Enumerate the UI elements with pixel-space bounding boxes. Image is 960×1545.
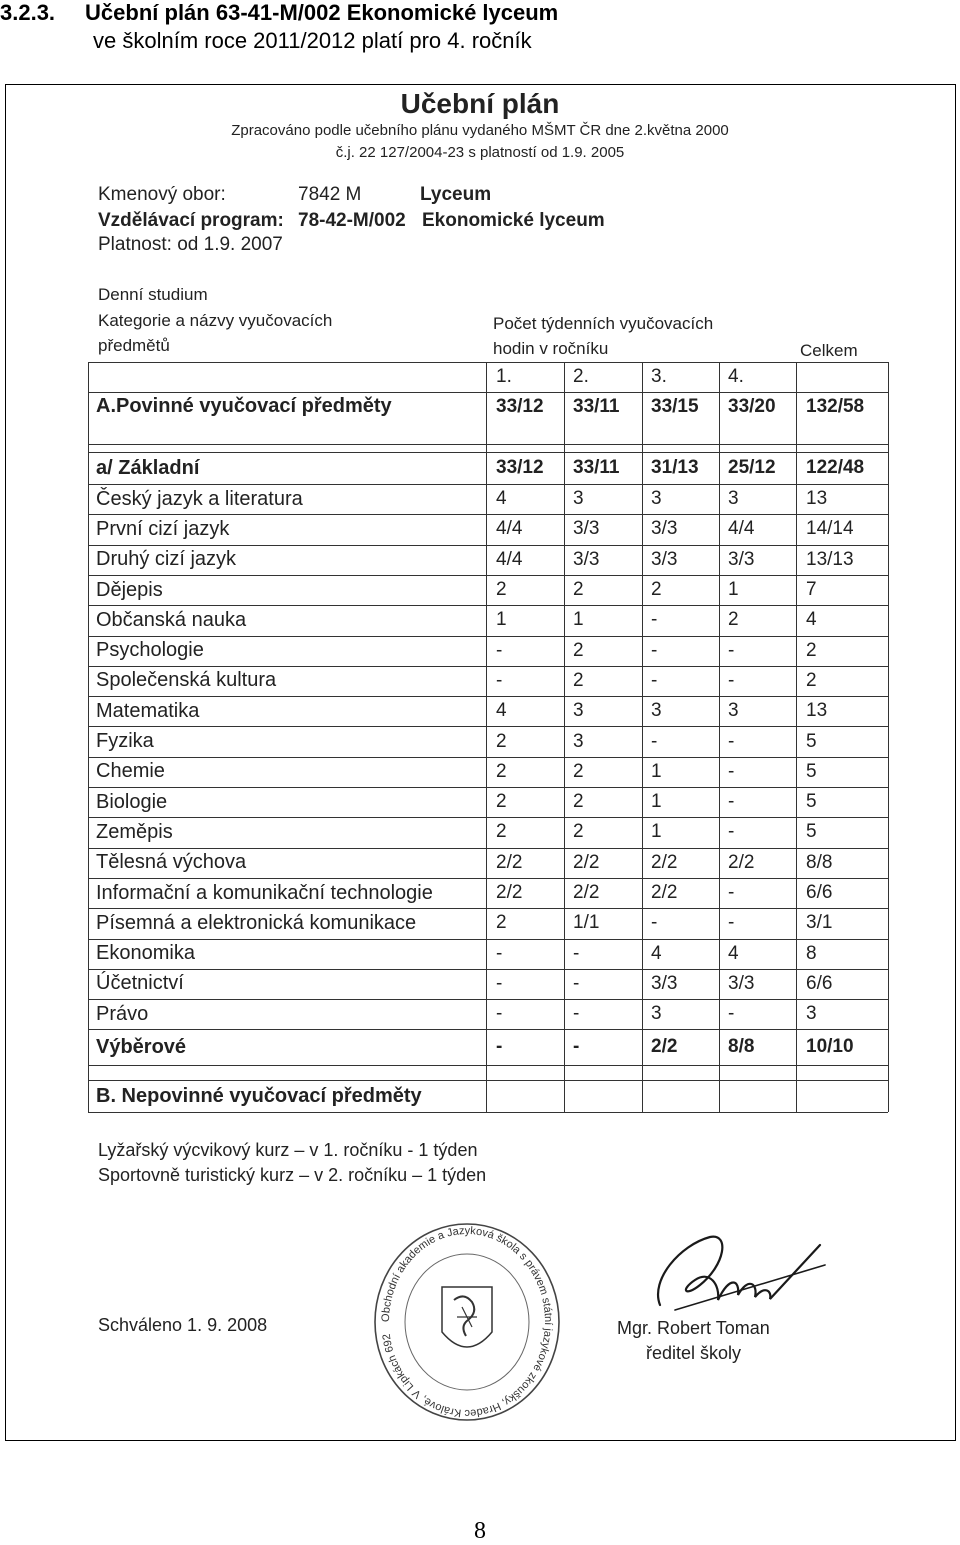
table-cell: 3/3 bbox=[651, 548, 678, 570]
table-cell: - bbox=[728, 669, 735, 691]
table-cell: 1 bbox=[651, 760, 662, 782]
table-cell: 2 bbox=[728, 609, 739, 631]
table-cell: 2 bbox=[573, 791, 584, 813]
table-cell: 3/3 bbox=[573, 548, 600, 570]
subject-name: Chemie bbox=[96, 760, 165, 783]
subject-name: Informační a komunikační technologie bbox=[96, 881, 433, 904]
table-cell: 3 bbox=[573, 488, 584, 510]
group-a-row bbox=[88, 452, 888, 484]
grid-line bbox=[88, 1080, 888, 1081]
grid-line bbox=[564, 362, 565, 1112]
subject-name: Společenská kultura bbox=[96, 669, 277, 692]
table-cell: - bbox=[728, 821, 735, 843]
grid-line bbox=[88, 545, 888, 546]
table-cell: 3 bbox=[573, 730, 584, 752]
grid-line bbox=[88, 1029, 888, 1030]
table-cell: 3 bbox=[806, 1003, 817, 1025]
program-name: Ekonomické lyceum bbox=[422, 210, 605, 231]
table-cell: 3/3 bbox=[651, 972, 678, 994]
grid-line bbox=[88, 817, 888, 818]
subject-name: Účetnictví bbox=[96, 972, 184, 995]
table-cell: 33/11 bbox=[573, 396, 620, 417]
subject-name: Český jazyk a literatura bbox=[96, 487, 303, 510]
table-cell: 2 bbox=[573, 821, 584, 843]
grid-line bbox=[888, 362, 889, 1112]
table-cell: 8 bbox=[806, 942, 817, 964]
table-cell: 5 bbox=[806, 821, 817, 843]
table-cell: 4/4 bbox=[728, 518, 755, 540]
table-cell: 13 bbox=[806, 488, 828, 510]
plan-reference-note: č.j. 22 127/2004-23 s platností od 1.9. 2005 bbox=[335, 144, 625, 161]
grid-line bbox=[88, 787, 888, 788]
table-cell: 4/4 bbox=[496, 548, 523, 570]
table-cell: - bbox=[573, 1003, 580, 1025]
table-row bbox=[88, 484, 888, 514]
subject-name: Druhý cizí jazyk bbox=[96, 548, 237, 571]
table-row bbox=[88, 878, 888, 908]
table-cell: - bbox=[651, 730, 658, 752]
kurz-line-1: Lyžařský výcvikový kurz – v 1. ročníku - 1 týden bbox=[98, 1140, 478, 1160]
table-cell: - bbox=[573, 1036, 580, 1057]
table-row bbox=[88, 939, 888, 969]
table-cell: 3/3 bbox=[651, 518, 678, 540]
table-cell: 1 bbox=[651, 821, 662, 843]
plan-title: Učební plán bbox=[400, 88, 560, 119]
table-cell: 4 bbox=[496, 488, 507, 510]
table-cell: 4 bbox=[651, 942, 662, 964]
table-row bbox=[88, 605, 888, 635]
table-cell: 5 bbox=[806, 760, 817, 782]
subject-name: Matematika bbox=[96, 699, 200, 722]
table-cell: - bbox=[651, 912, 658, 934]
table-cell: 4 bbox=[806, 609, 817, 631]
table-cell: - bbox=[496, 972, 503, 994]
table-cell: - bbox=[496, 1036, 503, 1057]
table-cell: - bbox=[496, 669, 503, 691]
table-cell: 33/12 bbox=[496, 396, 544, 417]
schvaleno: Schváleno 1. 9. 2008 bbox=[98, 1315, 268, 1335]
table-cell: 2 bbox=[496, 791, 507, 813]
section-a-title: A.Povinné vyučovací předměty bbox=[96, 395, 392, 417]
table-row bbox=[88, 999, 888, 1029]
table-cell: 2 bbox=[573, 579, 584, 601]
table-cell: 2/2 bbox=[651, 851, 678, 873]
grid-line bbox=[88, 1112, 888, 1113]
table-cell: 2/2 bbox=[651, 882, 678, 904]
table-cell: 2 bbox=[573, 639, 584, 661]
table-cell: 2 bbox=[573, 760, 584, 782]
table-cell: - bbox=[728, 882, 735, 904]
subject-name: Právo bbox=[96, 1002, 149, 1025]
obor-label: Kmenový obor: bbox=[98, 184, 226, 205]
table-cell: 7 bbox=[806, 579, 817, 601]
obor-code: 7842 M bbox=[298, 184, 362, 205]
table-cell: 2/2 bbox=[651, 1036, 678, 1057]
table-cell: 3 bbox=[651, 1003, 662, 1025]
section-title: Učební plán 63-41-M/002 Ekonomické lyceum bbox=[85, 0, 559, 25]
table-cell: 1 bbox=[728, 579, 739, 601]
program-code: 78-42-M/002 bbox=[298, 210, 406, 231]
director-name: Mgr. Robert Toman bbox=[617, 1318, 770, 1338]
table-cell: 2 bbox=[806, 639, 817, 661]
grid-line bbox=[88, 726, 888, 727]
table-cell: 4 bbox=[496, 700, 507, 722]
grid-line bbox=[486, 362, 487, 1112]
table-cell: - bbox=[728, 791, 735, 813]
table-row bbox=[88, 726, 888, 756]
grid-line bbox=[88, 969, 888, 970]
table-cell: 2 bbox=[496, 912, 507, 934]
year-cell: 1. bbox=[496, 366, 512, 387]
grid-line bbox=[796, 362, 797, 1112]
grid-line bbox=[88, 999, 888, 1000]
studium-label: Denní studium bbox=[98, 285, 208, 304]
table-cell: 13 bbox=[806, 700, 828, 722]
grid-line bbox=[88, 636, 888, 637]
kategorie-label-line2: předmětů bbox=[98, 336, 170, 355]
subject-name: Psychologie bbox=[96, 639, 204, 662]
table-cell: 1 bbox=[651, 791, 662, 813]
grid-line bbox=[88, 392, 888, 393]
year-cell: 2. bbox=[573, 366, 589, 387]
table-cell: 1/1 bbox=[573, 912, 600, 934]
grid-line bbox=[88, 757, 888, 758]
table-cell: 6/6 bbox=[806, 882, 833, 904]
vyberove-title: Výběrové bbox=[96, 1035, 187, 1058]
table-cell: - bbox=[728, 760, 735, 782]
subject-name: První cizí jazyk bbox=[96, 517, 230, 540]
school-stamp-icon bbox=[372, 1222, 562, 1422]
grid-line bbox=[88, 1065, 888, 1066]
celkem-label: Celkem bbox=[800, 341, 858, 360]
year-cell: 3. bbox=[651, 366, 667, 387]
subject-name: Písemná a elektronická komunikace bbox=[96, 911, 417, 934]
director-role: ředitel školy bbox=[646, 1343, 742, 1363]
table-row bbox=[88, 969, 888, 999]
table-cell: - bbox=[496, 942, 503, 964]
section-b-row bbox=[88, 1080, 888, 1112]
table-row bbox=[88, 908, 888, 938]
table-cell: 3 bbox=[651, 488, 662, 510]
grid-line bbox=[642, 362, 643, 1112]
table-cell: 2/2 bbox=[573, 851, 600, 873]
subject-name: Občanská nauka bbox=[96, 608, 247, 631]
table-cell: 3/3 bbox=[728, 548, 755, 570]
obor-name: Lyceum bbox=[420, 184, 492, 205]
table-cell: - bbox=[573, 972, 580, 994]
platnost: Platnost: od 1.9. 2007 bbox=[98, 234, 283, 255]
table-row bbox=[88, 757, 888, 787]
table-cell: 5 bbox=[806, 791, 817, 813]
table-cell: 2/2 bbox=[573, 882, 600, 904]
table-row bbox=[88, 787, 888, 817]
grid-line bbox=[88, 605, 888, 606]
table-cell: - bbox=[728, 730, 735, 752]
table-cell: - bbox=[651, 609, 658, 631]
grid-line bbox=[88, 452, 888, 453]
signature-icon bbox=[640, 1225, 840, 1335]
table-cell: - bbox=[728, 1003, 735, 1025]
table-cell: 25/12 bbox=[728, 457, 776, 478]
page-number: 8 bbox=[474, 1518, 486, 1544]
table-cell: 2 bbox=[496, 579, 507, 601]
table-row bbox=[88, 545, 888, 575]
section-subtitle: ve školním roce 2011/2012 platí pro 4. ročník bbox=[93, 28, 532, 53]
subject-name: Ekonomika bbox=[96, 942, 195, 965]
table-row bbox=[88, 817, 888, 847]
table-cell: 2/2 bbox=[496, 882, 523, 904]
table-cell: 3/3 bbox=[728, 972, 755, 994]
subject-name: Biologie bbox=[96, 790, 168, 813]
plan-source-note: Zpracováno podle učebního plánu vydaného MŠMT ČR dne 2.května 2000 bbox=[231, 122, 729, 139]
year-cell: 4. bbox=[728, 366, 744, 387]
table-row bbox=[88, 514, 888, 544]
section-a-row bbox=[88, 392, 888, 444]
grid-line bbox=[88, 514, 888, 515]
subject-name: Dějepis bbox=[96, 578, 163, 601]
subject-name: Tělesná výchova bbox=[96, 851, 247, 874]
table-cell: 13/13 bbox=[806, 548, 854, 570]
subject-name: Fyzika bbox=[96, 730, 154, 753]
section-b-title: B. Nepovinné vyučovací předměty bbox=[96, 1084, 422, 1107]
grid-line bbox=[719, 362, 720, 1112]
table-cell: 31/13 bbox=[651, 457, 699, 478]
vyberove-row bbox=[88, 1029, 888, 1065]
table-cell: 3 bbox=[573, 700, 584, 722]
table-cell: 8/8 bbox=[806, 851, 833, 873]
table-cell: 4 bbox=[728, 942, 739, 964]
table-cell: 33/15 bbox=[651, 396, 699, 417]
table-cell: 33/11 bbox=[573, 457, 620, 478]
stamp-text: Obchodní akademie a Jazyková škola s právem státní jazykové zkoušky, Hradec Králové, V Lipkách 692 bbox=[379, 1224, 555, 1420]
program-label: Vzdělávací program: bbox=[98, 210, 284, 231]
table-row bbox=[88, 666, 888, 696]
years-row bbox=[88, 362, 888, 392]
section-number: 3.2.3. bbox=[0, 0, 56, 25]
table-cell: 2 bbox=[573, 669, 584, 691]
table-row bbox=[88, 636, 888, 666]
grid-line bbox=[88, 575, 888, 576]
table-cell: 3 bbox=[651, 700, 662, 722]
table-cell: 8/8 bbox=[728, 1036, 755, 1057]
table-cell: 2 bbox=[806, 669, 817, 691]
section-heading bbox=[0, 0, 558, 26]
table-cell: 1 bbox=[573, 609, 584, 631]
table-cell: - bbox=[496, 639, 503, 661]
table-cell: 122/48 bbox=[806, 457, 865, 478]
table-cell: 2/2 bbox=[728, 851, 755, 873]
grid-line bbox=[88, 908, 888, 909]
table-cell: 33/12 bbox=[496, 457, 544, 478]
table-cell: 132/58 bbox=[806, 396, 865, 417]
table-row bbox=[88, 696, 888, 726]
table-cell: 1 bbox=[496, 609, 507, 631]
kurz-line-2: Sportovně turistický kurz – v 2. ročníku – 1 týden bbox=[98, 1165, 487, 1185]
table-cell: 2 bbox=[651, 579, 662, 601]
table-cell: - bbox=[496, 1003, 503, 1025]
table-cell: 2 bbox=[496, 730, 507, 752]
table-cell: 10/10 bbox=[806, 1036, 854, 1057]
table-cell: 4/4 bbox=[496, 518, 523, 540]
grid-line bbox=[88, 878, 888, 879]
table-cell: 3 bbox=[728, 700, 739, 722]
table-cell: 6/6 bbox=[806, 972, 833, 994]
table-cell: - bbox=[651, 639, 658, 661]
grid-line bbox=[88, 362, 888, 363]
grid-line bbox=[88, 696, 888, 697]
table-cell: 3/1 bbox=[806, 912, 833, 934]
grid-line bbox=[88, 848, 888, 849]
grid-line bbox=[88, 666, 888, 667]
grid-line bbox=[88, 362, 89, 1112]
table-cell: 33/20 bbox=[728, 396, 776, 417]
table-cell: 2/2 bbox=[496, 851, 523, 873]
grid-line bbox=[88, 444, 888, 445]
table-cell: 2 bbox=[496, 821, 507, 843]
grid-line bbox=[88, 939, 888, 940]
table-row bbox=[88, 848, 888, 878]
pocet-label-line2: hodin v ročníku bbox=[493, 339, 609, 358]
table-cell: 14/14 bbox=[806, 518, 854, 540]
table-cell: 3/3 bbox=[573, 518, 600, 540]
table-cell: - bbox=[651, 669, 658, 691]
pocet-label-line1: Počet týdenních vyučovacích bbox=[493, 314, 714, 333]
table-cell: - bbox=[573, 942, 580, 964]
group-a-title: a/ Základní bbox=[96, 456, 200, 479]
table-cell: 3 bbox=[728, 488, 739, 510]
table-cell: - bbox=[728, 912, 735, 934]
kategorie-label-line1: Kategorie a názvy vyučovacích bbox=[98, 311, 333, 330]
table-cell: 2 bbox=[496, 760, 507, 782]
grid-line bbox=[88, 484, 888, 485]
table-cell: 5 bbox=[806, 730, 817, 752]
subject-name: Zeměpis bbox=[96, 820, 173, 843]
table-row bbox=[88, 575, 888, 605]
table-cell: - bbox=[728, 639, 735, 661]
